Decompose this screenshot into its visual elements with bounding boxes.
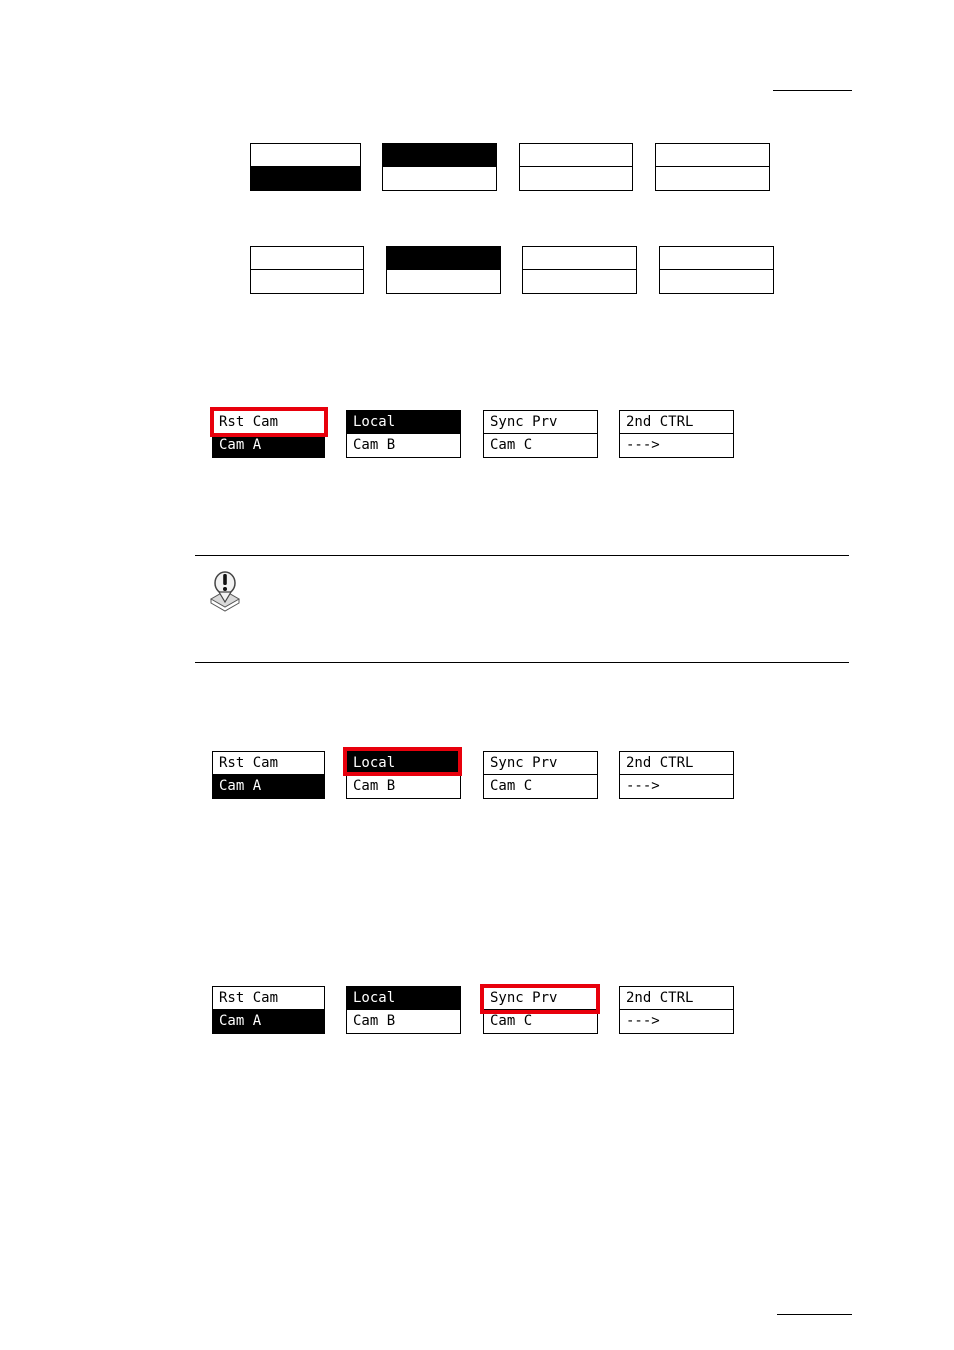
softkey-2nd-ctrl[interactable] xyxy=(619,751,734,799)
softkey-rst-cam[interactable] xyxy=(212,410,325,458)
footer-rule xyxy=(777,1314,852,1315)
softkey-bottom-label: ---> xyxy=(620,1010,733,1033)
key-top-cell xyxy=(251,247,363,270)
softkey-rst-cam[interactable] xyxy=(212,751,325,799)
softkey-top-label: Rst Cam xyxy=(213,752,324,775)
softkey-top-label: Rst Cam xyxy=(213,987,324,1010)
softkey-bottom-label: Cam C xyxy=(484,434,597,457)
note-bottom-rule xyxy=(195,662,849,663)
softkey-bottom-label: Cam A xyxy=(213,775,324,798)
softkey-2nd-ctrl[interactable] xyxy=(619,986,734,1034)
softkey-sync-prv[interactable] xyxy=(483,986,598,1034)
key-top-cell xyxy=(523,247,636,270)
softkey-local[interactable] xyxy=(346,751,461,799)
softkey-bottom-label: Cam A xyxy=(213,1010,324,1033)
note-top-rule xyxy=(195,555,849,556)
key-bottom-cell xyxy=(656,167,769,190)
softkey-top-label: Local xyxy=(347,987,460,1010)
blank-key-2-4 xyxy=(659,246,774,294)
softkey-top-label: Sync Prv xyxy=(484,411,597,434)
blank-key-1-1 xyxy=(250,143,361,191)
softkey-bottom-label: Cam B xyxy=(347,775,460,798)
softkey-bottom-label: ---> xyxy=(620,434,733,457)
key-bottom-cell xyxy=(387,270,500,293)
key-top-cell xyxy=(660,247,773,270)
softkey-top-label: 2nd CTRL xyxy=(620,752,733,775)
softkey-bottom-label: Cam C xyxy=(484,775,597,798)
blank-key-2-3 xyxy=(522,246,637,294)
softkey-bottom-label: Cam B xyxy=(347,1010,460,1033)
softkey-bottom-label: ---> xyxy=(620,775,733,798)
note-exclamation-icon xyxy=(207,569,243,613)
blank-key-1-2 xyxy=(382,143,497,191)
softkey-sync-prv[interactable] xyxy=(483,410,598,458)
key-bottom-cell xyxy=(523,270,636,293)
header-rule xyxy=(773,90,852,91)
softkey-top-label: Sync Prv xyxy=(484,987,597,1010)
softkey-bottom-label: Cam C xyxy=(484,1010,597,1033)
key-bottom-cell xyxy=(520,167,632,190)
key-top-cell xyxy=(383,144,496,167)
key-bottom-cell xyxy=(383,167,496,190)
key-top-cell xyxy=(656,144,769,167)
softkey-top-label: Local xyxy=(347,752,460,775)
key-bottom-cell xyxy=(251,270,363,293)
key-top-cell xyxy=(387,247,500,270)
key-bottom-cell xyxy=(251,167,360,190)
key-bottom-cell xyxy=(660,270,773,293)
blank-key-1-4 xyxy=(655,143,770,191)
softkey-rst-cam[interactable] xyxy=(212,986,325,1034)
softkey-bottom-label: Cam B xyxy=(347,434,460,457)
softkey-sync-prv[interactable] xyxy=(483,751,598,799)
softkey-local[interactable] xyxy=(346,986,461,1034)
softkey-local[interactable] xyxy=(346,410,461,458)
key-top-cell xyxy=(251,144,360,167)
blank-key-2-1 xyxy=(250,246,364,294)
softkey-top-label: Local xyxy=(347,411,460,434)
blank-key-2-2 xyxy=(386,246,501,294)
softkey-top-label: 2nd CTRL xyxy=(620,411,733,434)
key-top-cell xyxy=(520,144,632,167)
softkey-top-label: Rst Cam xyxy=(213,411,324,434)
softkey-2nd-ctrl[interactable] xyxy=(619,410,734,458)
softkey-top-label: 2nd CTRL xyxy=(620,987,733,1010)
softkey-bottom-label: Cam A xyxy=(213,434,324,457)
softkey-top-label: Sync Prv xyxy=(484,752,597,775)
blank-key-1-3 xyxy=(519,143,633,191)
